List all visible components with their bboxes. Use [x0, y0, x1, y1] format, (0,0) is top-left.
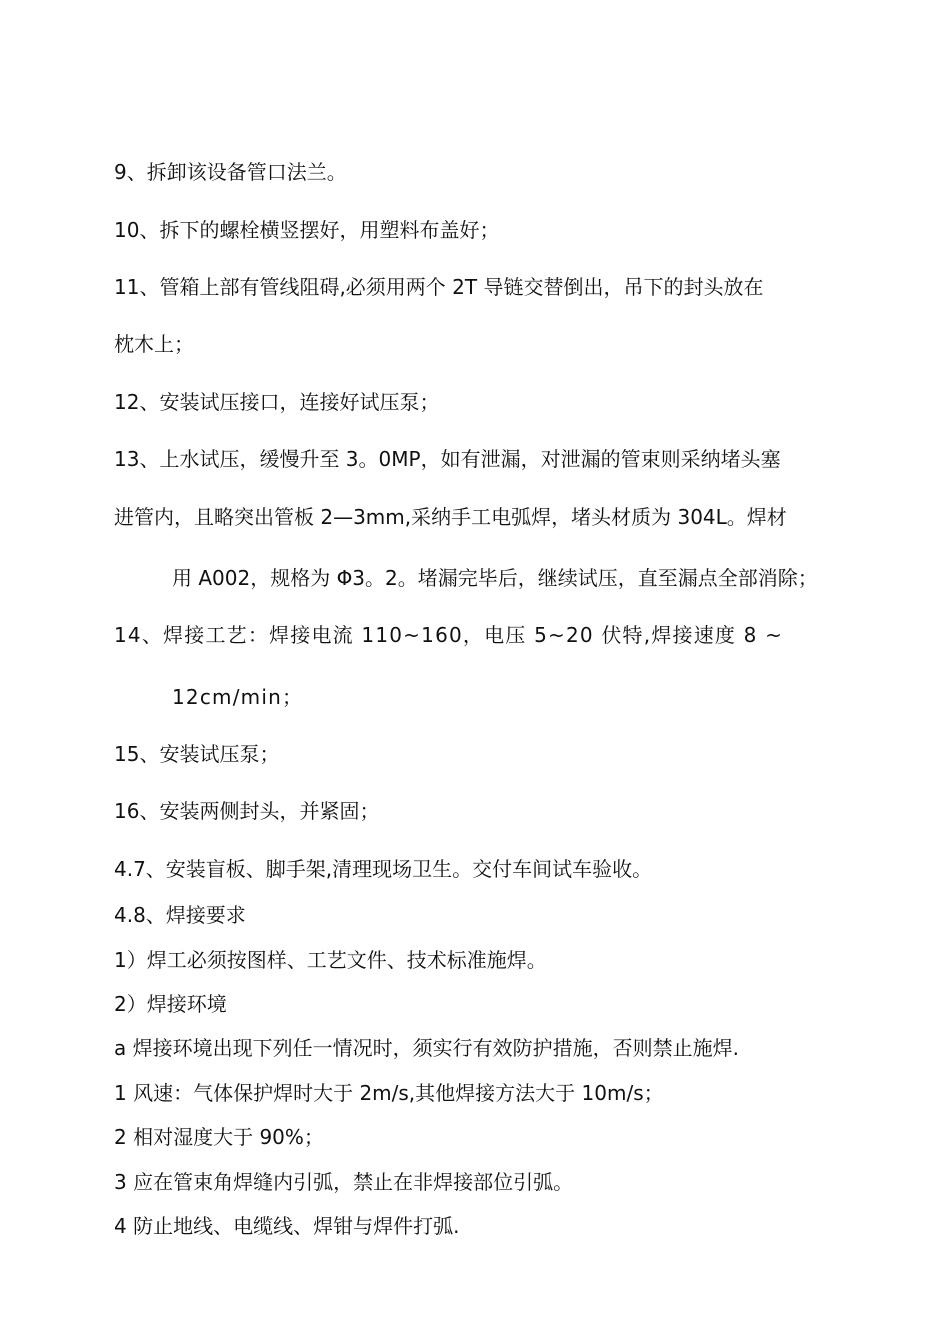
welding-req-1-text: 1）焊工必须按图样、工艺文件、技术标准施焊。	[114, 948, 547, 972]
step-9-text: 9、拆卸该设备管口法兰。	[114, 160, 347, 184]
step-11-text-line-1: 11、管箱上部有管线阻碍,必须用两个 2T 导链交替倒出，吊下的封头放在	[114, 275, 764, 299]
step-15-text: 15、安装试压泵；	[114, 742, 280, 766]
step-14-text-line-1: 14、焊接工艺：焊接电流 110~160，电压 5~20 伏特,焊接速度 8 ~	[114, 623, 784, 647]
step-13-text-line-1: 13、上水试压，缓慢升至 3。0MP，如有泄漏，对泄漏的管束则采纳堵头塞	[114, 447, 781, 471]
step-10-text: 10、拆下的螺栓横竖摆好，用塑料布盖好；	[114, 218, 500, 242]
step-13-text-line-2: 进管内，且略突出管板 2—3mm,采纳手工电弧焊，堵头材质为 304L。焊材	[114, 505, 787, 529]
step-12-text: 12、安装试压接口，连接好试压泵；	[114, 390, 440, 414]
step-14-text-line-2: 12cm/min；	[172, 685, 304, 709]
section-4-8-heading: 4.8、焊接要求	[114, 903, 246, 927]
environment-item-3-text: 3 应在管束角焊缝内引弧，禁止在非焊接部位引弧。	[114, 1170, 574, 1194]
section-4-7-text: 4.7、安装盲板、脚手架,清理现场卫生。交付车间试车验收。	[114, 857, 653, 881]
step-11-text-line-2: 枕木上；	[114, 332, 194, 356]
environment-condition-a-text: a 焊接环境出现下列任一情况时，须实行有效防护措施，否则禁止施焊.	[114, 1036, 739, 1060]
step-16-text: 16、安装两侧封头，并紧固；	[114, 799, 380, 823]
environment-item-1-text: 1 风速：气体保护焊时大于 2m/s,其他焊接方法大于 10m/s；	[114, 1081, 664, 1105]
welding-req-2-heading: 2）焊接环境	[114, 992, 227, 1016]
step-13-text-line-3: 用 A002，规格为 Φ3。2。堵漏完毕后，继续试压，直至漏点全部消除；	[172, 566, 818, 590]
environment-item-4-text: 4 防止地线、电缆线、焊钳与焊件打弧.	[114, 1214, 460, 1238]
environment-item-2-text: 2 相对湿度大于 90%；	[114, 1125, 324, 1149]
